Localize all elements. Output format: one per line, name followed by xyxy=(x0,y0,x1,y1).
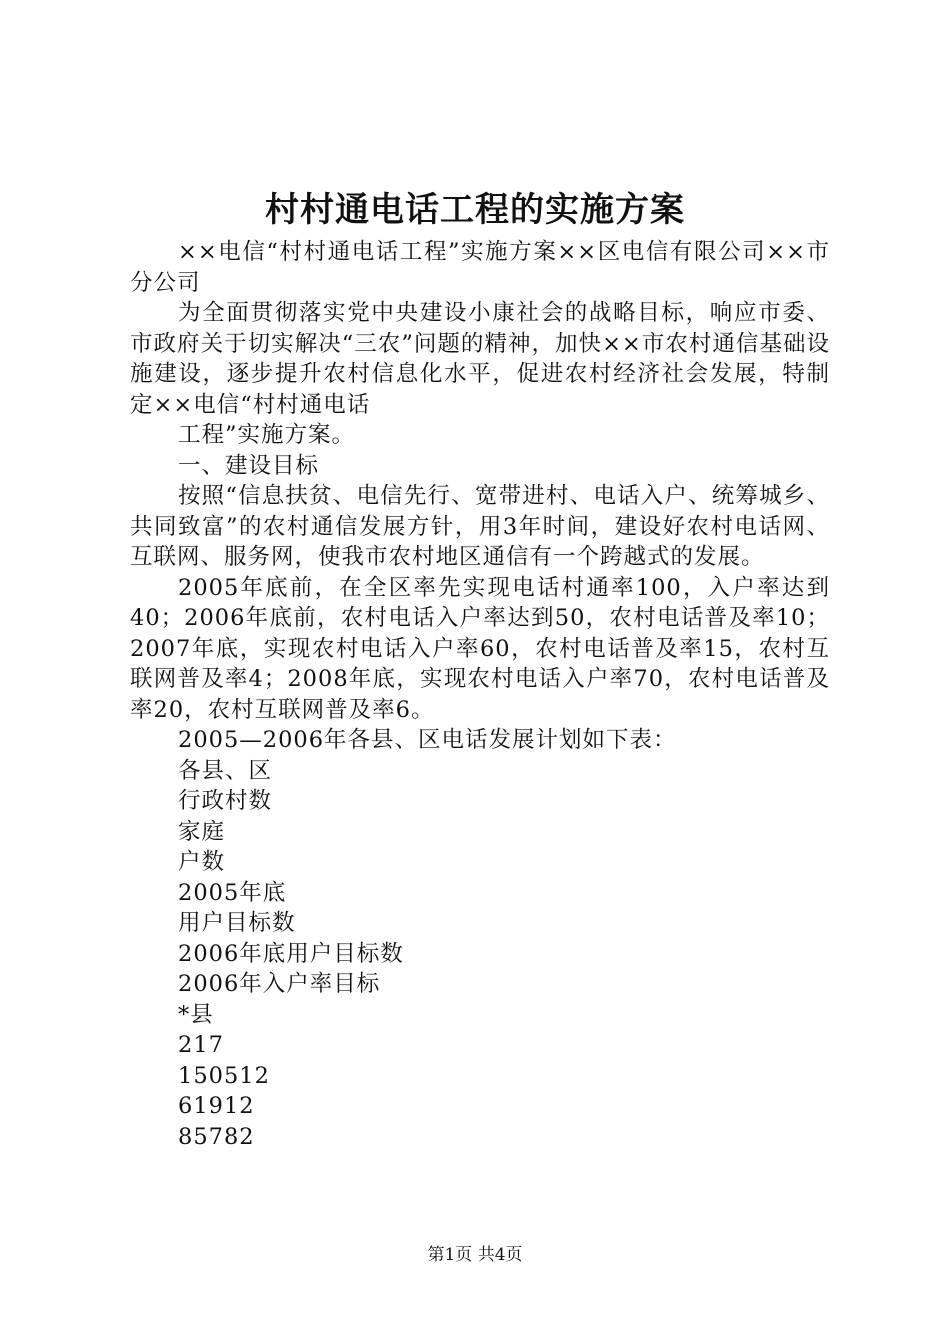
section-heading-goals: 一、建设目标 xyxy=(178,452,320,479)
table-line: 行政村数 xyxy=(178,788,273,814)
table-line: 85782 xyxy=(178,1123,255,1150)
page-footer: 第1页 共4页 xyxy=(427,1245,523,1265)
table-line: 户数 xyxy=(178,849,226,875)
table-line: 2006年底用户目标数 xyxy=(178,940,404,967)
table-intro-line: 2005—2006年各县、区电话发展计划如下表： xyxy=(178,727,677,753)
table-line: 2005年底 xyxy=(178,879,287,906)
table-line: 2006年入户率目标 xyxy=(178,971,381,997)
table-line: 150512 xyxy=(178,1062,270,1089)
table-line: 61912 xyxy=(178,1093,255,1119)
table-line: 家庭 xyxy=(178,818,226,845)
table-line: 各县、区 xyxy=(178,757,273,784)
document-title: 村村通电话工程的实施方案 xyxy=(265,190,685,230)
paragraph-intro: ××电信“村村通电话工程”实施方案××区电信有限公司××市分公司 xyxy=(130,239,830,296)
table-line: *县 xyxy=(178,1001,214,1028)
paragraph-purpose: 为全面贯彻落实党中央建设小康社会的战略目标，响应市委、市政府关于切实解决“三农”问题的精神，加快××市农村通信基础设施建设，逐步提升农村信息化水平，促进农村经济社会发展，特制定××电信“村村通电话 xyxy=(130,300,830,418)
table-line: 217 xyxy=(178,1032,224,1058)
table-line: 用户目标数 xyxy=(178,910,296,936)
document-body xyxy=(130,237,830,1152)
paragraph-purpose-end: 工程”实施方案。 xyxy=(178,422,356,448)
paragraph-targets: 2005年底前，在全区率先实现电话村通率100，入户率达到40；2006年底前，农村电话入户率达到50，农村电话普及率10；2007年底，实现农村电话入户率60，农村电话普及率15，农村互联网普及率4；2008年底，实现农村电话入户率70，农村电话普及率20，农村互联网普及率6。 xyxy=(130,574,830,723)
paragraph-policy: 按照“信息扶贫、电信先行、宽带进村、电话入户、统筹城乡、共同致富”的农村通信发展方针，用3年时间，建设好农村电话网、互联网、服务网，使我市农村地区通信有一个跨越式的发展。 xyxy=(130,483,830,570)
